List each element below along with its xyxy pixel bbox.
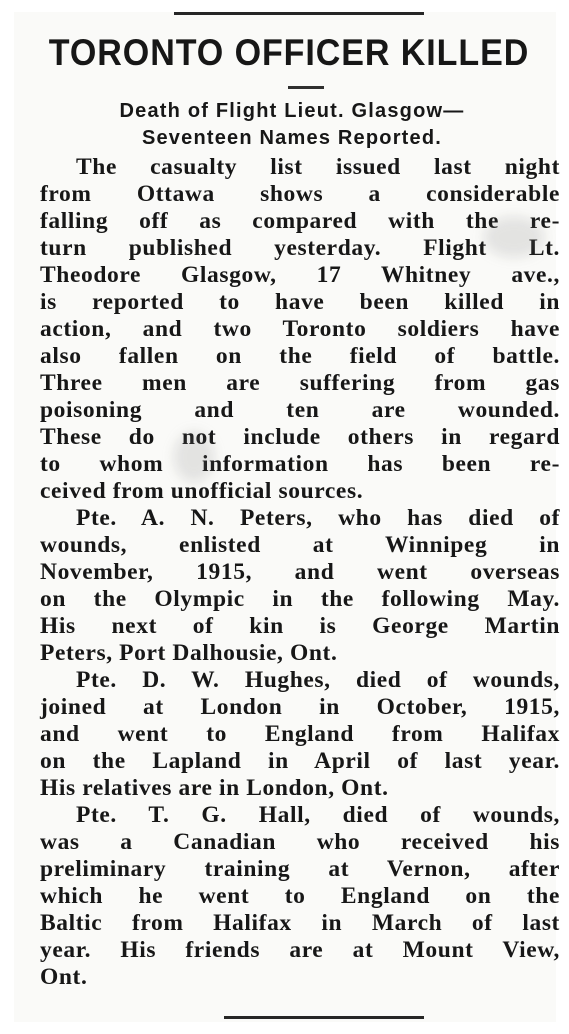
article-line: Peters, Port Dalhousie, Ont. <box>40 640 338 666</box>
article-line: wounds, enlisted at Winnipeg in <box>40 532 560 558</box>
article-line: Pte. T. G. Hall, died of wounds, <box>76 802 560 828</box>
ink-smudge <box>174 432 214 482</box>
article-line: Ont. <box>40 964 88 990</box>
headline-divider <box>288 86 324 89</box>
article-line: preliminary training at Vernon, after <box>40 856 560 882</box>
article-paragraph <box>40 505 560 667</box>
article-line: action, and two Toronto soldiers have <box>40 316 560 342</box>
article-line: Three men are suffering from gas <box>40 370 560 396</box>
article-line: Pte. D. W. Hughes, died of wounds, <box>76 667 560 693</box>
article-body <box>40 154 560 991</box>
article-paragraph <box>40 154 560 505</box>
article-line: His relatives are in London, Ont. <box>40 775 389 801</box>
article-line: November, 1915, and went overseas <box>40 559 560 585</box>
bottom-rule <box>224 1016 424 1019</box>
subheadline <box>28 98 556 152</box>
subheadline-line: Seventeen Names Reported. <box>141 127 443 149</box>
article-line: on the Lapland in April of last year. <box>40 748 560 774</box>
article-line: joined at London in October, 1915, <box>40 694 560 720</box>
article-line: Theodore Glasgow, 17 Whitney ave., <box>40 262 560 288</box>
newspaper-clipping <box>14 12 560 1022</box>
article-line: turn published yesterday. Flight Lt. <box>40 235 560 261</box>
article-line: poisoning and ten are wounded. <box>40 397 560 423</box>
article-line: on the Olympic in the following May. <box>40 586 560 612</box>
top-rule <box>174 12 424 15</box>
article-line: His next of kin is George Martin <box>40 613 560 639</box>
headline: TORONTO OFFICER KILLED <box>48 32 530 73</box>
article-paragraph <box>40 667 560 802</box>
article-line: Baltic from Halifax in March of last <box>40 910 560 936</box>
ink-smudge <box>484 217 544 257</box>
article-paragraph <box>40 802 560 991</box>
article-line: falling off as compared with the re- <box>40 208 560 234</box>
article-line: and went to England from Halifax <box>40 721 560 747</box>
article-line: is reported to have been killed in <box>40 289 560 315</box>
article-line: to whom information has been re- <box>40 451 560 477</box>
article-line: These do not include others in regard <box>40 424 560 450</box>
article-line: was a Canadian who received his <box>40 829 560 855</box>
article-line: Pte. A. N. Peters, who has died of <box>76 505 560 531</box>
article-line: which he went to England on the <box>40 883 560 909</box>
article-line: ceived from unofficial sources. <box>40 478 364 504</box>
article-line: also fallen on the field of battle. <box>40 343 560 369</box>
article-line: The casualty list issued last night <box>76 154 560 180</box>
subheadline-line: Death of Flight Lieut. Glasgow— <box>119 100 465 122</box>
article-line: from Ottawa shows a considerable <box>40 181 560 207</box>
article-line: year. His friends are at Mount View, <box>40 937 560 963</box>
